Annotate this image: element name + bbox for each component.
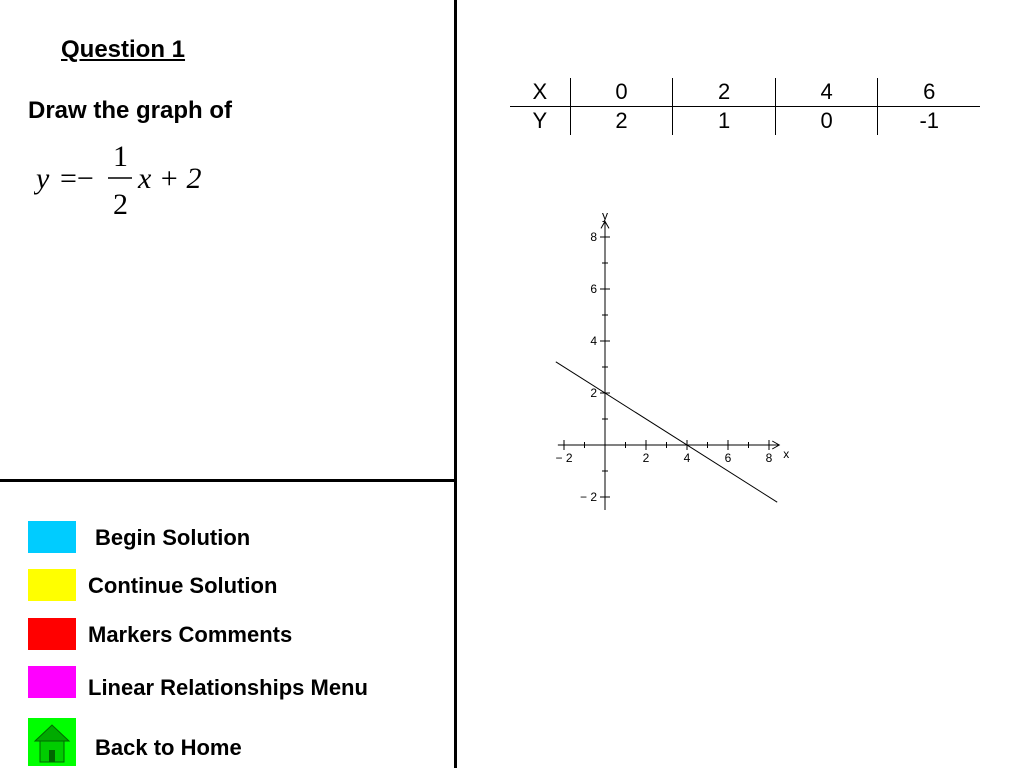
x-tick-label: 2 <box>642 451 650 465</box>
table-header-y: Y <box>532 108 548 133</box>
linear-relationships-menu-button[interactable] <box>28 666 448 706</box>
table-cell: -1 <box>877 107 980 135</box>
table-row-x <box>510 78 980 107</box>
table-cell: 2 <box>570 107 673 135</box>
question-title: Question 1 <box>61 36 186 63</box>
markers-comments-swatch <box>28 618 76 650</box>
table-header-x: X <box>532 79 548 104</box>
y-axis-label: y <box>602 210 608 223</box>
table-cell: 6 <box>877 78 980 106</box>
begin-solution-swatch <box>28 521 76 553</box>
values-table <box>510 78 980 135</box>
continue-solution-button[interactable] <box>28 569 448 603</box>
equation <box>34 138 224 222</box>
table-cell: 0 <box>775 107 878 135</box>
y-tick-label: 8 <box>590 230 597 244</box>
table-cell: 4 <box>775 78 878 106</box>
equation-numerator: 1 <box>113 140 128 173</box>
linear-relationships-label: Linear Relationships Menu <box>88 675 368 700</box>
begin-solution-button[interactable] <box>28 521 448 555</box>
table-cell: 2 <box>672 78 775 106</box>
equation-lhs: y <box>36 162 50 195</box>
x-axis-label: x <box>783 447 790 461</box>
y-tick-label: 6 <box>590 282 597 296</box>
x-tick-label: − 2 <box>555 451 573 465</box>
table-cell: 0 <box>570 78 673 106</box>
y-tick-label: − 2 <box>579 490 597 504</box>
line-graph <box>545 210 805 515</box>
x-tick-label: 4 <box>683 451 691 465</box>
vertical-divider <box>454 0 457 768</box>
y-tick-label: 2 <box>590 386 597 400</box>
x-tick-label: 6 <box>724 451 732 465</box>
home-icon <box>28 718 76 766</box>
series-line <box>556 362 777 502</box>
table-row-y <box>510 107 980 135</box>
markers-comments-label: Markers Comments <box>88 622 293 647</box>
continue-solution-label: Continue Solution <box>88 573 278 598</box>
x-tick-label: 8 <box>765 451 773 465</box>
back-to-home-label: Back to Home <box>95 735 242 760</box>
back-to-home-swatch <box>28 718 76 766</box>
equation-rest: x + 2 <box>138 162 202 195</box>
question-prompt: Draw the graph of <box>28 97 233 124</box>
back-to-home-button[interactable] <box>28 718 448 766</box>
equation-denominator: 2 <box>113 188 128 221</box>
table-cell: 1 <box>672 107 775 135</box>
y-tick-label: 4 <box>590 334 597 348</box>
markers-comments-button[interactable] <box>28 618 448 652</box>
linear-relationships-swatch <box>28 666 76 698</box>
equation-equals: =− <box>60 162 94 195</box>
continue-solution-swatch <box>28 569 76 601</box>
horizontal-divider <box>0 479 456 482</box>
begin-solution-label: Begin Solution <box>95 525 251 550</box>
